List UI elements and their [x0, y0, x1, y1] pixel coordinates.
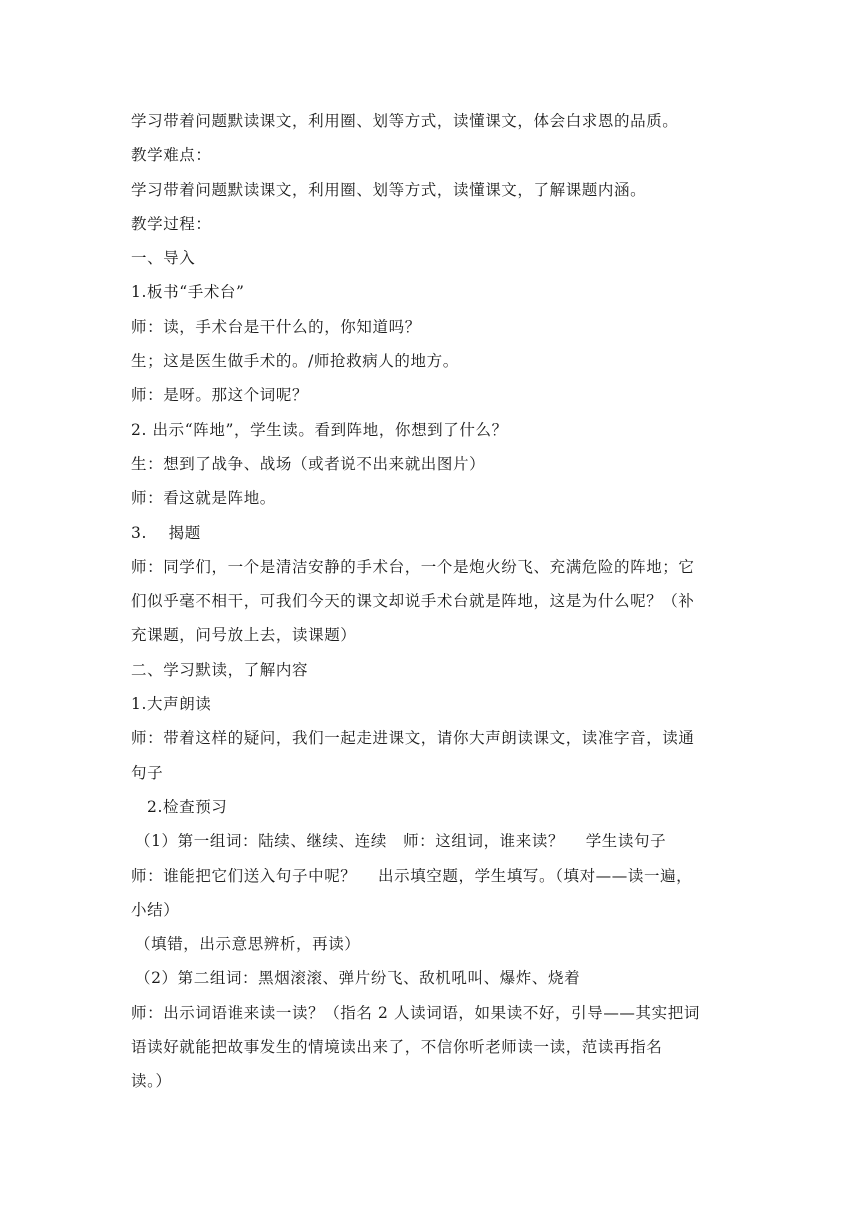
text-line: 学习带着问题默读课文，利用圈、划等方式，读懂课文，了解课题内涵。 — [131, 180, 647, 199]
text-line: 师：同学们，一个是清洁安静的手术台，一个是炮火纷飞、充满危险的阵地；它 — [131, 557, 695, 576]
text-line: （填错，出示意思辨析，再读） — [135, 935, 361, 954]
text-line: （2）第二组词：黑烟滚滚、弹片纷飞、敌机吼叫、爆炸、烧着 — [135, 969, 581, 988]
text-line: 师：读，手术台是干什么的，你知道吗？ — [131, 317, 421, 336]
text-line: 读。） — [131, 1072, 172, 1091]
section-heading: 二、学习默读，了解内容 — [131, 660, 309, 679]
text-line: 小结） — [131, 900, 180, 919]
section-heading: 教学难点： — [131, 146, 212, 165]
text-line: 师：是呀。那这个词呢？ — [131, 386, 309, 405]
step-heading: 2. 出示“阵地”，学生读。看到阵地，你想到了什么？ — [131, 420, 508, 439]
step-heading: 1.板书“手术台” — [131, 283, 245, 302]
text-line: 生；这是医生做手术的。/师抢救病人的地方。 — [131, 352, 459, 371]
text-line: 充课题，问号放上去，读课题） — [131, 626, 357, 645]
step-heading: 3. 揭题 — [131, 523, 201, 542]
section-heading: 教学过程： — [131, 214, 212, 233]
step-heading: 1.大声朗读 — [131, 695, 212, 714]
text-line: 师：看这就是阵地。 — [131, 489, 276, 508]
text-line: 们似乎毫不相干，可我们今天的课文却说手术台就是阵地，这是为什么呢？（补 — [131, 592, 695, 611]
text-line: 语读好就能把故事发生的情境读出来了，不信你听老师读一读，范读再指名 — [131, 1038, 663, 1057]
text-line: 生：想到了战争、战场（或者说不出来就出图片） — [131, 454, 486, 473]
text-line: 句子 — [131, 763, 164, 782]
document-page — [131, 104, 735, 1099]
text-line: 师：出示词语谁来读一读？（指名 2 人读词语，如果读不好，引导——其实把词 — [131, 1003, 700, 1022]
text-line: 师：带着这样的疑问，我们一起走进课文，请你大声朗读课文，读准字音，读通 — [131, 729, 695, 748]
text-line: 学习带着问题默读课文，利用圈、划等方式，读懂课文，体会白求恩的品质。 — [131, 112, 679, 130]
section-heading: 一、导入 — [131, 249, 196, 268]
text-line: 师：谁能把它们送入句子中呢？ 出示填空题，学生填写。（填对——读一遍， — [131, 866, 693, 885]
step-heading: 2.检查预习 — [147, 797, 228, 816]
text-line: （1）第一组词：陆续、继续、连续 师：这组词，谁来读？ 学生读句子 — [135, 832, 667, 851]
